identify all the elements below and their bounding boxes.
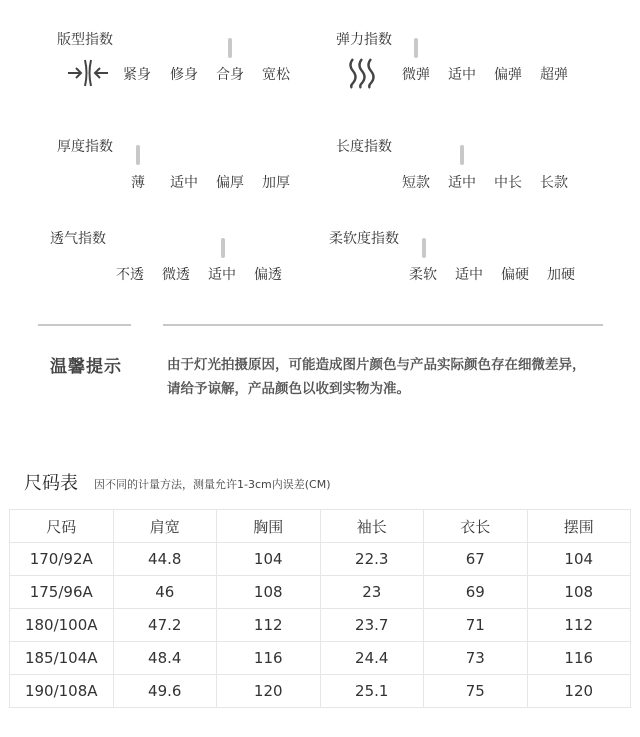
header-shoulder: 肩宽: [113, 510, 217, 543]
table-row: [10, 576, 631, 609]
breathability-option-4: 偏透: [254, 267, 282, 283]
breathability-option-2: 微透: [162, 267, 190, 283]
fit-option-2: 修身: [170, 67, 198, 83]
table-cell: 47.2: [113, 609, 217, 642]
fit-index-title: 版型指数: [57, 32, 113, 48]
compress-arrows-icon: [66, 58, 110, 88]
table-cell: 175/96A: [10, 576, 114, 609]
header-chest: 胸围: [217, 510, 321, 543]
fit-option-1: 紧身: [123, 67, 151, 83]
table-cell: 46: [113, 576, 217, 609]
table-cell: 67: [424, 543, 528, 576]
table-cell: 104: [527, 543, 631, 576]
elasticity-option-3: 偏弹: [494, 67, 522, 83]
table-cell: 170/92A: [10, 543, 114, 576]
table-cell: 23.7: [320, 609, 424, 642]
breathability-option-3: 适中: [208, 267, 236, 283]
breathability-index-marker: [221, 238, 225, 258]
table-row: [10, 609, 631, 642]
length-option-4: 长款: [540, 175, 568, 191]
table-cell: 120: [527, 675, 631, 708]
table-row: [10, 675, 631, 708]
length-option-1: 短款: [402, 175, 430, 191]
header-sleeve: 袖长: [320, 510, 424, 543]
table-cell: 75: [424, 675, 528, 708]
size-chart-title: 尺码表: [24, 473, 78, 494]
wave-lines-icon: [347, 56, 379, 90]
table-cell: 108: [527, 576, 631, 609]
elasticity-index-marker: [414, 38, 418, 58]
thickness-option-2: 适中: [170, 175, 198, 191]
table-cell: 48.4: [113, 642, 217, 675]
table-cell: 112: [217, 609, 321, 642]
table-cell: 25.1: [320, 675, 424, 708]
table-cell: 73: [424, 642, 528, 675]
table-cell: 24.4: [320, 642, 424, 675]
table-cell: 185/104A: [10, 642, 114, 675]
table-cell: 22.3: [320, 543, 424, 576]
thickness-option-1: 薄: [131, 175, 145, 191]
table-header-row: [10, 510, 631, 543]
table-cell: 120: [217, 675, 321, 708]
elasticity-option-4: 超弹: [540, 67, 568, 83]
length-option-2: 适中: [448, 175, 476, 191]
table-cell: 44.8: [113, 543, 217, 576]
table-cell: 112: [527, 609, 631, 642]
softness-index-title: 柔软度指数: [329, 231, 399, 247]
size-table: [9, 509, 631, 708]
table-cell: 108: [217, 576, 321, 609]
table-cell: 116: [527, 642, 631, 675]
softness-option-4: 加硬: [547, 267, 575, 283]
fit-option-3: 合身: [216, 67, 244, 83]
divider-left: [38, 324, 131, 326]
thickness-index-title: 厚度指数: [57, 139, 113, 155]
elasticity-index-title: 弹力指数: [336, 32, 392, 48]
table-cell: 71: [424, 609, 528, 642]
fit-option-4: 宽松: [262, 67, 290, 83]
header-hem: 摆围: [527, 510, 631, 543]
table-cell: 23: [320, 576, 424, 609]
table-row: [10, 642, 631, 675]
notice-title: 温馨提示: [50, 357, 122, 377]
table-cell: 116: [217, 642, 321, 675]
divider-right: [163, 324, 603, 326]
table-cell: 180/100A: [10, 609, 114, 642]
length-index-marker: [460, 145, 464, 165]
notice-text: 由于灯光拍摄原因，可能造成图片颜色与产品实际颜色存在细微差异，请给予谅解，产品颜色以收到实物为准。: [167, 357, 586, 397]
table-cell: 190/108A: [10, 675, 114, 708]
thickness-index-marker: [136, 145, 140, 165]
thickness-option-3: 偏厚: [216, 175, 244, 191]
table-cell: 69: [424, 576, 528, 609]
size-chart-note: 因不同的计量方法，测量允许1-3cm内误差(CM): [94, 478, 331, 491]
breathability-index-title: 透气指数: [50, 231, 106, 247]
thickness-option-4: 加厚: [262, 175, 290, 191]
length-index-title: 长度指数: [336, 139, 392, 155]
length-option-3: 中长: [494, 175, 522, 191]
table-cell: 104: [217, 543, 321, 576]
elasticity-option-1: 微弹: [402, 67, 430, 83]
table-cell: 49.6: [113, 675, 217, 708]
header-size: 尺码: [10, 510, 114, 543]
fit-index-marker: [228, 38, 232, 58]
breathability-option-1: 不透: [116, 267, 144, 283]
header-length: 衣长: [424, 510, 528, 543]
softness-option-2: 适中: [455, 267, 483, 283]
softness-option-3: 偏硬: [501, 267, 529, 283]
elasticity-option-2: 适中: [448, 67, 476, 83]
table-row: [10, 543, 631, 576]
softness-index-marker: [422, 238, 426, 258]
softness-option-1: 柔软: [409, 267, 437, 283]
